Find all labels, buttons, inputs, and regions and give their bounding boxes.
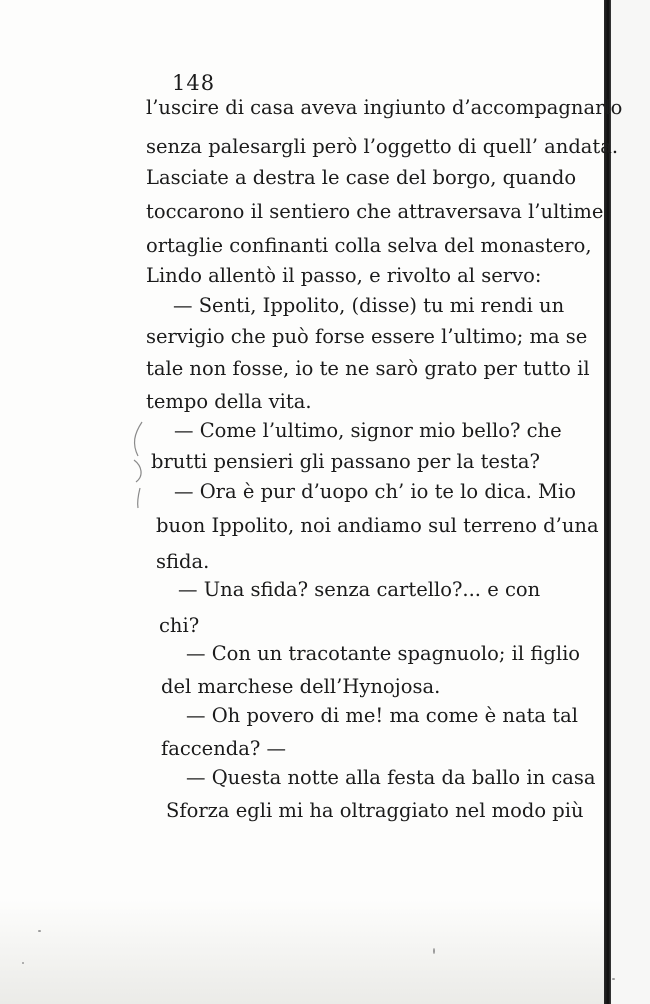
text-line: — Una sfida? senza cartello?... e con	[178, 578, 541, 601]
text-line: Sforza egli mi ha oltraggiato nel modo più	[166, 799, 584, 822]
text-line: — Con un tracotante spagnuolo; il figlio	[186, 642, 581, 665]
text-line: brutti pensieri gli passano per la testa?	[151, 450, 540, 473]
text-line: buon Ippolito, noi andiamo sul terreno d’una	[156, 514, 599, 537]
text-line: senza palesargli però l’oggetto di quell’ andata.	[146, 135, 619, 158]
text-line: — Senti, Ippolito, (disse) tu mi rendi un	[173, 294, 565, 317]
text-line: ortaglie confinanti colla selva del monastero,	[146, 234, 592, 257]
text-line: — Ora è pur d’uopo ch’ io te lo dica. Mio	[174, 480, 576, 503]
text-line: — Come l’ultimo, signor mio bello? che	[174, 419, 562, 442]
text-line: faccenda? —	[161, 737, 287, 760]
text-line: — Questa notte alla festa da ballo in casa	[186, 766, 596, 789]
paper-speck	[612, 978, 615, 980]
margin-pencil-mark	[128, 420, 152, 510]
text-line: del marchese dell’Hynojosa.	[161, 675, 441, 698]
text-line: Lindo allentò il passo, e rivolto al servo:	[146, 264, 542, 287]
paper-speck	[433, 948, 435, 954]
paper-speck	[22, 962, 24, 964]
text-line: servigio che può forse essere l’ultimo; ma se	[146, 325, 588, 348]
text-line: sfida.	[156, 550, 210, 573]
text-line: tempo della vita.	[146, 390, 312, 413]
page-number: 148	[172, 71, 216, 95]
text-line: toccarono il sentiero che attraversava l’ultime	[146, 200, 604, 223]
paper-speck	[38, 930, 41, 932]
page-bottom-shading	[0, 900, 604, 1004]
text-line: — Oh povero di me! ma come è nata tal	[186, 704, 578, 727]
text-line: Lasciate a destra le case del borgo, quando	[146, 166, 577, 189]
text-line: tale non fosse, io te ne sarò grato per tutto il	[146, 357, 590, 380]
text-line: chi?	[159, 614, 200, 637]
text-line: l’uscire di casa aveva ingiunto d’accompagnarlo	[146, 96, 623, 119]
